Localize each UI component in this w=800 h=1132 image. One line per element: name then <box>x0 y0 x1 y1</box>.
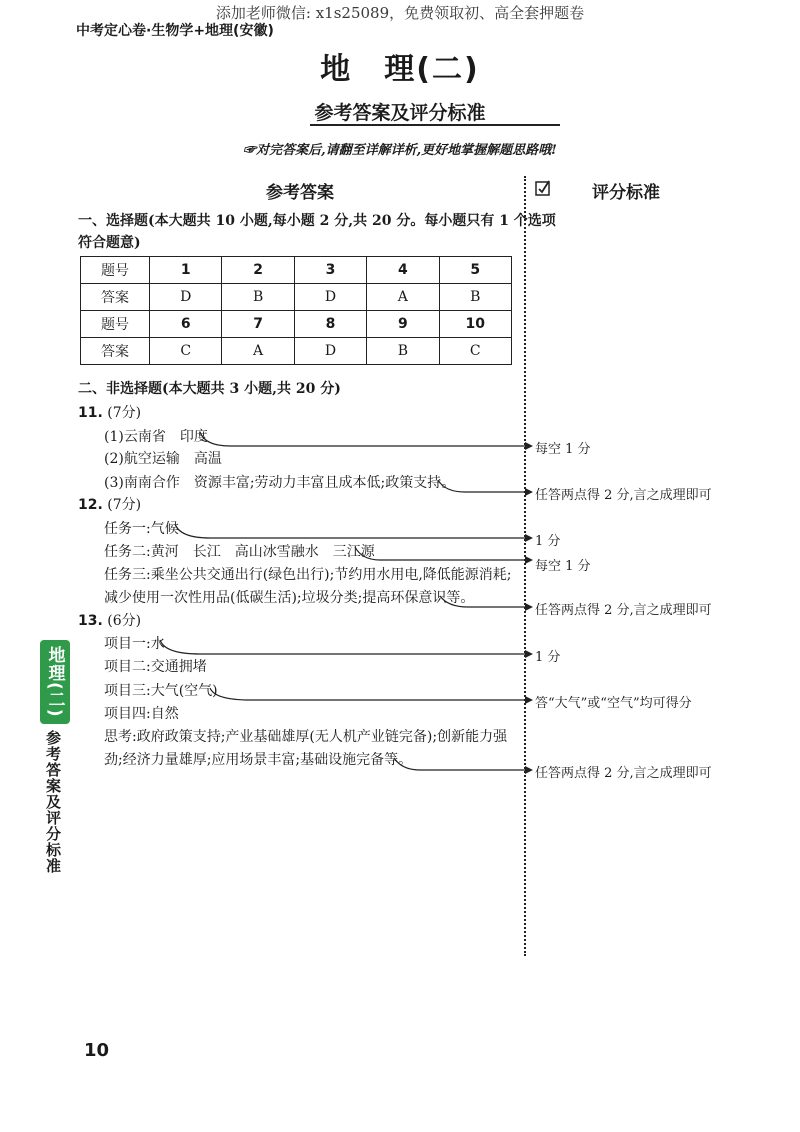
question-points: (7分) <box>107 405 142 421</box>
table-cell: 4 <box>367 257 439 284</box>
table-cell: 3 <box>294 257 366 284</box>
page-subtitle: 参考答案及评分标准 <box>314 102 486 124</box>
leader-line <box>160 640 525 654</box>
watermark-text: 添加老师微信: x1s25089，免费领取初、高全套押题卷 <box>215 4 585 22</box>
table-cell: 8 <box>294 311 366 338</box>
answer-line: 思考:政府政策支持;产业基础雄厚(无人机产业链完备);创新能力强 <box>104 729 508 745</box>
question-number: 11. <box>78 405 103 421</box>
side-label: 参考答案及评分标准 <box>44 730 62 874</box>
table-cell: B <box>222 284 294 311</box>
row-label: 答案 <box>81 284 150 311</box>
arrowhead <box>525 534 533 542</box>
arrowhead <box>525 766 533 774</box>
table-cell: C <box>150 338 222 365</box>
answer-line: (1)云南省 印度 <box>104 429 208 445</box>
table-cell: A <box>367 284 439 311</box>
table-cell: A <box>222 338 294 365</box>
scoring-column-header: 评分标准 <box>592 183 660 203</box>
table-cell: 10 <box>439 311 511 338</box>
answer-line: 项目三:大气(空气) <box>104 683 218 699</box>
page-number: 10 <box>84 1040 110 1061</box>
table-cell: D <box>294 284 366 311</box>
answer-line: 减少使用一次性用品(低碳生活);垃圾分类;提高环保意识等。 <box>104 590 475 606</box>
arrowhead <box>525 603 533 611</box>
table-cell: 2 <box>222 257 294 284</box>
answer-line: 劲;经济力量雄厚;应用场景丰富;基础设施完备等。 <box>104 752 413 768</box>
answer-line: 项目一:水 <box>104 636 165 652</box>
section1-heading-cont: 符合题意) <box>78 235 141 251</box>
table-cell: B <box>439 284 511 311</box>
scoring-note: 任答两点得 2 分,言之成理即可 <box>535 488 712 503</box>
row-label: 题号 <box>81 311 150 338</box>
scoring-note: 每空 1 分 <box>535 559 591 574</box>
question-points: (6分) <box>107 613 142 629</box>
scoring-note: 任答两点得 2 分,言之成理即可 <box>535 603 712 618</box>
table-cell: D <box>294 338 366 365</box>
question-points: (7分) <box>107 497 142 513</box>
table-cell: 9 <box>367 311 439 338</box>
arrowhead <box>525 488 533 496</box>
question-number: 13. <box>78 613 103 629</box>
table-cell: B <box>367 338 439 365</box>
table-cell: C <box>439 338 511 365</box>
tip-text: ☞对完答案后,请翻至详解详析,更好地掌握解题思路哦! <box>243 143 557 158</box>
leader-line <box>355 547 525 560</box>
scoring-note: 1 分 <box>535 534 561 549</box>
scoring-note: 答“大气”或“空气”均可得分 <box>535 696 692 711</box>
leader-line <box>438 480 525 492</box>
arrowhead <box>525 556 533 564</box>
arrowhead <box>525 442 533 450</box>
table-cell: 7 <box>222 311 294 338</box>
answer-line: 项目四:自然 <box>104 706 179 722</box>
answer-line: 项目二:交通拥堵 <box>104 659 207 675</box>
answer-line: (2)航空运输 高温 <box>104 451 222 467</box>
table-cell: 5 <box>439 257 511 284</box>
question-number: 12. <box>78 497 103 513</box>
answer-line: (3)南南合作 资源丰富;劳动力丰富且成本低;政策支持。 <box>104 475 456 491</box>
table-cell: 1 <box>150 257 222 284</box>
answer-line: 任务三:乘坐公共交通出行(绿色出行);节约用水用电,降低能源消耗; <box>104 567 512 583</box>
leader-line <box>210 688 525 700</box>
answer-line: 任务二:黄河 长江 高山冰雪融水 三江源 <box>104 544 375 560</box>
answer-line: 任务一:气候 <box>104 521 179 537</box>
arrowhead <box>525 650 533 658</box>
leader-line <box>440 596 525 607</box>
table-cell: 6 <box>150 311 222 338</box>
scoring-note: 任答两点得 2 分,言之成理即可 <box>535 766 712 781</box>
section2-heading: 二、非选择题(本大题共 3 小题,共 20 分) <box>78 381 341 397</box>
answer-column-header: 参考答案 <box>266 183 334 203</box>
series-title: 中考定心卷·生物学+地理(安徽) <box>76 23 274 39</box>
row-label: 答案 <box>81 338 150 365</box>
section1-heading: 一、选择题(本大题共 10 小题,每小题 2 分,共 20 分。每小题只有 1 个选项 <box>78 213 556 229</box>
row-label: 题号 <box>81 257 150 284</box>
leader-line <box>175 524 525 538</box>
page-title: 地 理(二) <box>320 52 480 87</box>
scoring-note: 每空 1 分 <box>535 442 591 457</box>
scoring-note: 1 分 <box>535 650 561 665</box>
subject-side-tab: 地理(二) <box>40 640 70 724</box>
leader-line <box>394 758 525 770</box>
table-cell: D <box>150 284 222 311</box>
arrowhead <box>525 696 533 704</box>
leader-line <box>200 432 525 446</box>
